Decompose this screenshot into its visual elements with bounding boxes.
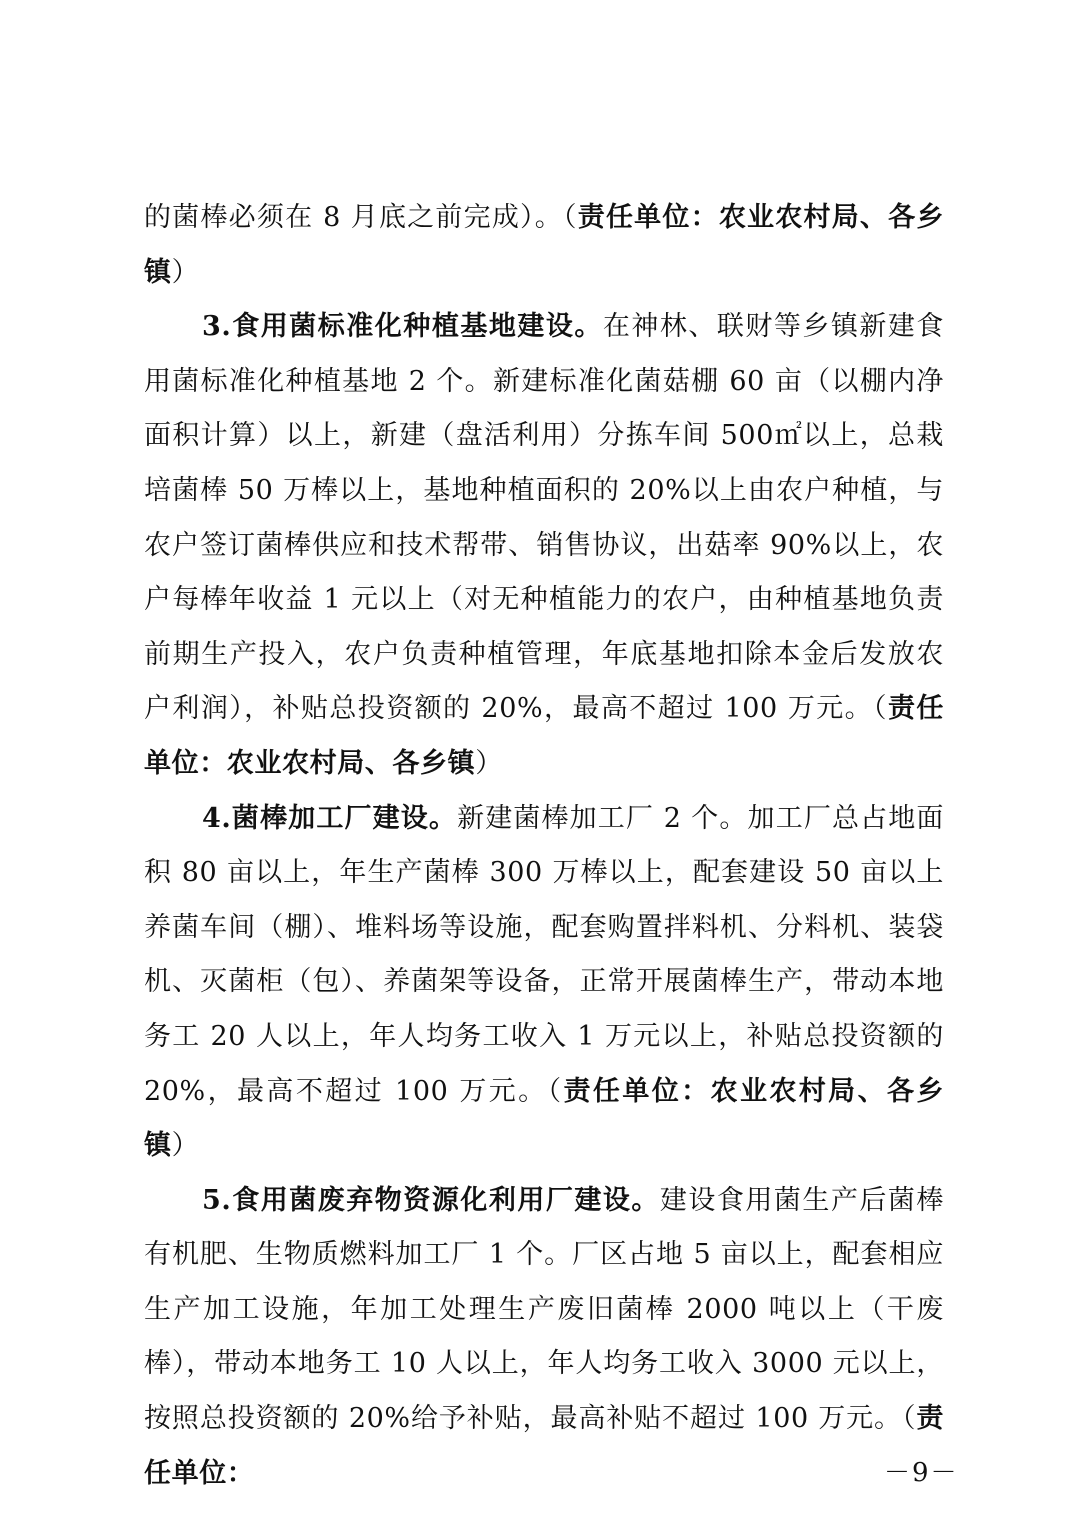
paragraph-continuation [144,191,944,300]
responsible-unit: 责任单位： [144,1403,944,1489]
responsible-unit: 责任单位：农业农村局、各乡镇 [144,693,944,779]
document-body [144,191,944,1501]
responsible-unit: 责任单位：农业农村局、各乡镇 [144,1075,944,1162]
text-run: ） [171,1130,200,1162]
paragraph-item-4 [144,792,944,1174]
paragraph-item-3 [144,300,944,791]
text-run: 在神林、联财等乡镇新建食用菌标准化种植基地 2 个。新建标准化菌菇棚 60 亩（以棚内净面积计算）以上，新建（盘活利用）分拣车间 500㎡以上，总栽培菌棒 50 万棒以上，基地种植面积的 20%以上由农户种植，与农户签订菌棒供应和技术帮带、销售协议，出菇率 90%以上，农户每棒年收益 1 元以上（对无种植能力的农户，由种植基地负责前期生产投入，农户负责种植管理，年底基地扣除本金后发放农户利润），补贴总投资额的 20%，最高不超过 100 万元。（ [144,311,945,725]
item-heading: 3.食用菌标准化种植基地建设。 [202,311,603,343]
responsible-unit: 责任单位：农业农村局、各乡镇 [144,202,944,288]
text-run: 的菌棒必须在 8 月底之前完成）。（ [144,202,578,233]
text-run: ） [171,256,200,288]
item-heading: 5.食用菌废弃物资源化利用厂建设。 [202,1184,660,1216]
text-run: 建设食用菌生产后菌棒有机肥、生物质燃料加工厂 1 个。厂区占地 5 亩以上，配套相应生产加工设施，年加工处理生产废旧菌棒 2000 吨以上（干废棒），带动本地务工 10 人以上，年人均务工收入 3000 元以上，按照总投资额的 20%给予补贴，最高补贴不超过 100 万元。（ [144,1184,944,1435]
item-heading: 4.菌棒加工厂建设。 [202,802,458,834]
text-run: ） [475,747,503,779]
text-run: 新建菌棒加工厂 2 个。加工厂总占地面积 80 亩以上，年生产菌棒 300 万棒以上，配套建设 50 亩以上养菌车间（棚）、堆料场等设施，配套购置拌料机、分料机、装袋机、灭菌柜（包）、养菌架等设备，正常开展菌棒生产，带动本地务工 20 人以上，年人均务工收入 1 万元以上，补贴总投资额的 20%，最高不超过 100 万元。（ [144,802,944,1107]
paragraph-item-5 [144,1174,944,1502]
page-number: －9－ [884,1458,959,1488]
